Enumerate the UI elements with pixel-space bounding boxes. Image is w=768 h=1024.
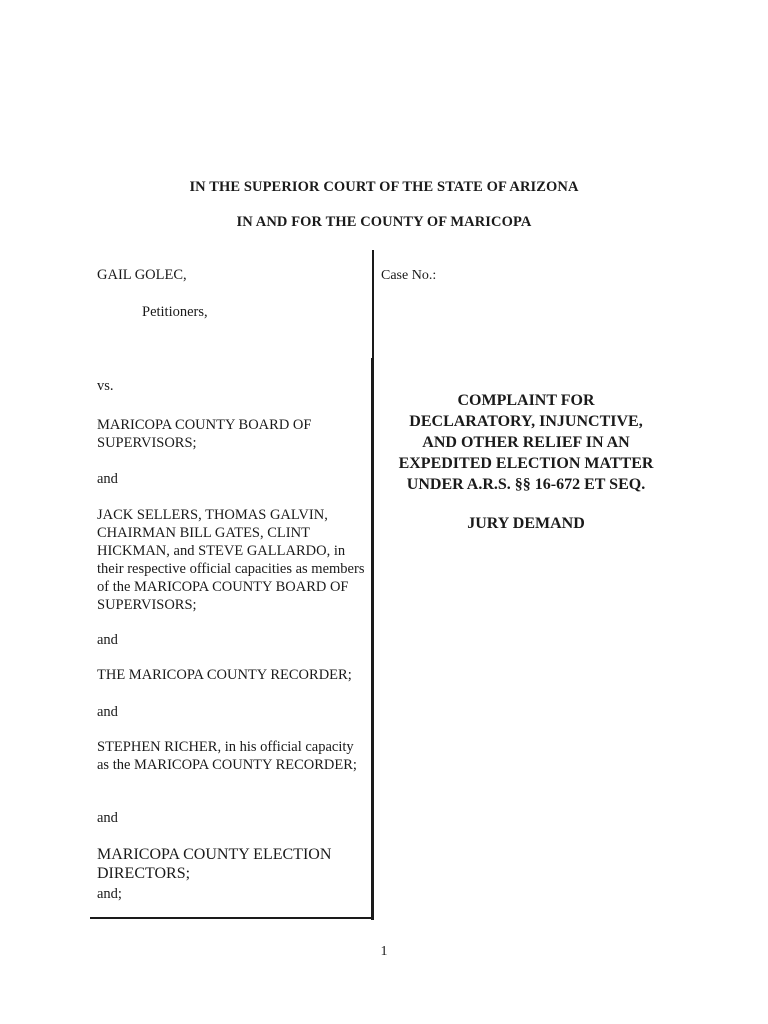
complaint-title-line: EXPEDITED ELECTION MATTER [398, 455, 654, 472]
conjunction-and: and; [97, 886, 122, 902]
case-number-label: Case No.: [381, 268, 437, 283]
petitioner-role: Petitioners, [142, 304, 208, 320]
conjunction-and: and [97, 471, 118, 487]
petitioner-name: GAIL GOLEC, [97, 267, 187, 283]
county-title: IN AND FOR THE COUNTY OF MARICOPA [236, 214, 532, 230]
respondent-recorder: STEPHEN RICHER, in his official capacity as the MARICOPA COUNTY RECORDER; [97, 739, 357, 773]
complaint-title-line: AND OTHER RELIEF IN AN [422, 434, 630, 451]
respondent-recorder-office: THE MARICOPA COUNTY RECORDER; [97, 667, 352, 683]
caption-divider-top [372, 250, 374, 360]
complaint-title-line: COMPLAINT FOR [457, 392, 595, 409]
caption-divider [371, 358, 374, 920]
conjunction-and: and [97, 704, 118, 720]
respondent-board: MARICOPA COUNTY BOARD OF SUPERVISORS; [97, 417, 312, 451]
respondent-election-directors: MARICOPA COUNTY ELECTION DIRECTORS; [97, 846, 332, 882]
jury-demand: JURY DEMAND [467, 515, 585, 532]
complaint-title-line: UNDER A.R.S. §§ 16-672 ET SEQ. [406, 476, 646, 493]
page-number: 1 [380, 944, 388, 959]
court-title: IN THE SUPERIOR COURT OF THE STATE OF ARIZONA [189, 179, 579, 195]
conjunction-and: and [97, 810, 118, 826]
caption-bottom-rule [90, 917, 374, 919]
conjunction-and: and [97, 632, 118, 648]
complaint-title-line: DECLARATORY, INJUNCTIVE, [409, 413, 643, 430]
respondent-supervisors: JACK SELLERS, THOMAS GALVIN, CHAIRMAN BILL GATES, CLINT HICKMAN, and STEVE GALLARDO, in their respective official capacities as members of the MARICOPA COUNTY BOARD OF SUPERVISORS; [97, 507, 365, 613]
versus-label: vs. [97, 378, 114, 394]
complaint-title [380, 390, 672, 495]
